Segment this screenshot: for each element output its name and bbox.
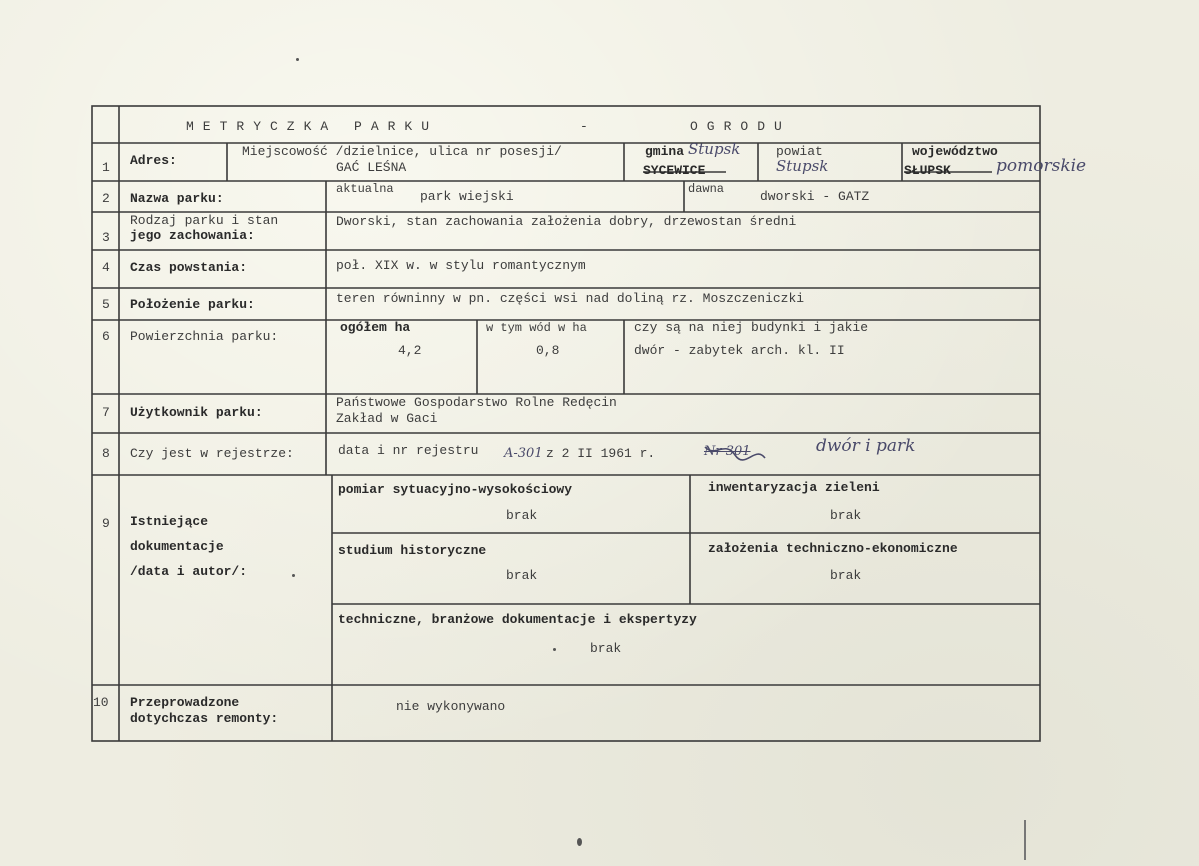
row-number-2: 2	[102, 191, 110, 206]
gmina-struck-value: SYCEWICE	[643, 163, 706, 178]
renovations-label-line2: dotychczas remonty:	[130, 711, 279, 726]
register-label: Czy jest w rejestrze:	[130, 446, 294, 461]
technical-documentation-label: techniczne, branżowe dokumentacje i ekspertyzy	[338, 612, 697, 627]
paper-speck	[553, 648, 556, 651]
row-number-7: 7	[102, 405, 110, 420]
total-area-label: ogółem ha	[340, 320, 411, 335]
register-value-label: data i nr rejestru	[338, 443, 479, 458]
register-date: z 2 II 1961 r.	[546, 446, 656, 461]
creation-time-label: Czas powstania:	[130, 260, 248, 275]
powiat-handwritten: Stupsk	[776, 157, 829, 175]
form-title: METRYCZKA PARKU	[186, 119, 439, 134]
user-value-line1: Państwowe Gospodarstwo Rolne Redęcin	[336, 395, 617, 410]
row-number-6: 6	[102, 329, 110, 344]
gmina-handwritten: Stupsk	[688, 140, 741, 158]
register-note-handwritten: dwór i park	[816, 436, 916, 456]
paper-speck	[292, 574, 295, 577]
technical-documentation-value: brak	[590, 641, 622, 656]
row-number-3: 3	[102, 230, 110, 245]
buildings-label: czy są na niej budynki i jakie	[634, 320, 869, 335]
park-type-label-line2: jego zachowania:	[130, 228, 255, 243]
wojewodztwo-label: województwo	[912, 144, 998, 159]
water-area-value: 0,8	[536, 343, 560, 358]
paper-speck	[296, 58, 299, 61]
renovations-value: nie wykonywano	[396, 699, 506, 714]
current-name-value: park wiejski	[420, 189, 514, 204]
location-label: Położenie parku:	[130, 297, 255, 312]
buildings-value: dwór - zabytek arch. kl. II	[634, 343, 845, 358]
technical-economic-label: założenia techniczno-ekonomiczne	[708, 541, 958, 556]
paper-speck	[577, 838, 582, 846]
documentation-label-line3: /data i autor/:	[130, 564, 248, 579]
locality-value: GAĆ LEŚNA	[336, 160, 407, 175]
row-number-5: 5	[102, 297, 110, 312]
address-label: Adres:	[130, 153, 177, 168]
documentation-label-line1: Istniejące	[130, 514, 209, 529]
gmina-label: gmina	[645, 144, 685, 159]
area-label: Powierzchnia parku:	[130, 329, 279, 344]
row-number-1: 1	[102, 160, 110, 175]
user-value-line2: Zakład w Gaci	[336, 411, 438, 426]
water-area-label: w tym wód w ha	[486, 321, 587, 335]
wojewodztwo-struck-value: SŁUPSK	[904, 163, 951, 178]
row-number-9: 9	[102, 516, 110, 531]
form-border	[92, 106, 1040, 741]
greenery-inventory-value: brak	[830, 508, 862, 523]
register-number-handwritten: A-301	[504, 446, 543, 461]
row-number-10: 10	[93, 695, 109, 710]
survey-value: brak	[506, 508, 538, 523]
historical-study-label: studium historyczne	[338, 543, 487, 558]
paper-scratch	[1024, 820, 1026, 860]
historical-study-value: brak	[506, 568, 538, 583]
powiat-label: powiat	[776, 144, 823, 159]
documentation-label-line2: dokumentacje	[130, 539, 224, 554]
wojewodztwo-handwritten: pomorskie	[996, 156, 1087, 176]
former-name-label: dawna	[688, 182, 725, 196]
title-dash: -	[580, 119, 588, 134]
current-name-label: aktualna	[336, 182, 394, 196]
register-struck-handwritten: Nr 301	[704, 444, 751, 459]
park-type-value: Dworski, stan zachowania założenia dobry, drzewostan średni	[336, 214, 797, 229]
total-area-value: 4,2	[398, 343, 422, 358]
former-name-value: dworski - GATZ	[760, 189, 870, 204]
location-value: teren równinny w pn. części wsi nad doliną rz. Moszczeniczki	[336, 291, 805, 306]
form-title-2: OGRODU	[690, 119, 791, 134]
row-number-4: 4	[102, 260, 110, 275]
renovations-label-line1: Przeprowadzone	[130, 695, 240, 710]
user-label: Użytkownik parku:	[130, 405, 263, 420]
greenery-inventory-label: inwentaryzacja zieleni	[708, 480, 880, 495]
survey-label: pomiar sytuacyjno-wysokościowy	[338, 482, 573, 497]
park-name-label: Nazwa parku:	[130, 191, 224, 206]
park-type-label-line1: Rodzaj parku i stan	[130, 213, 279, 228]
creation-time-value: poł. XIX w. w stylu romantycznym	[336, 258, 586, 273]
locality-label: Miejscowość /dzielnice, ulica nr posesji/	[242, 144, 562, 159]
technical-economic-value: brak	[830, 568, 862, 583]
row-number-8: 8	[102, 446, 110, 461]
